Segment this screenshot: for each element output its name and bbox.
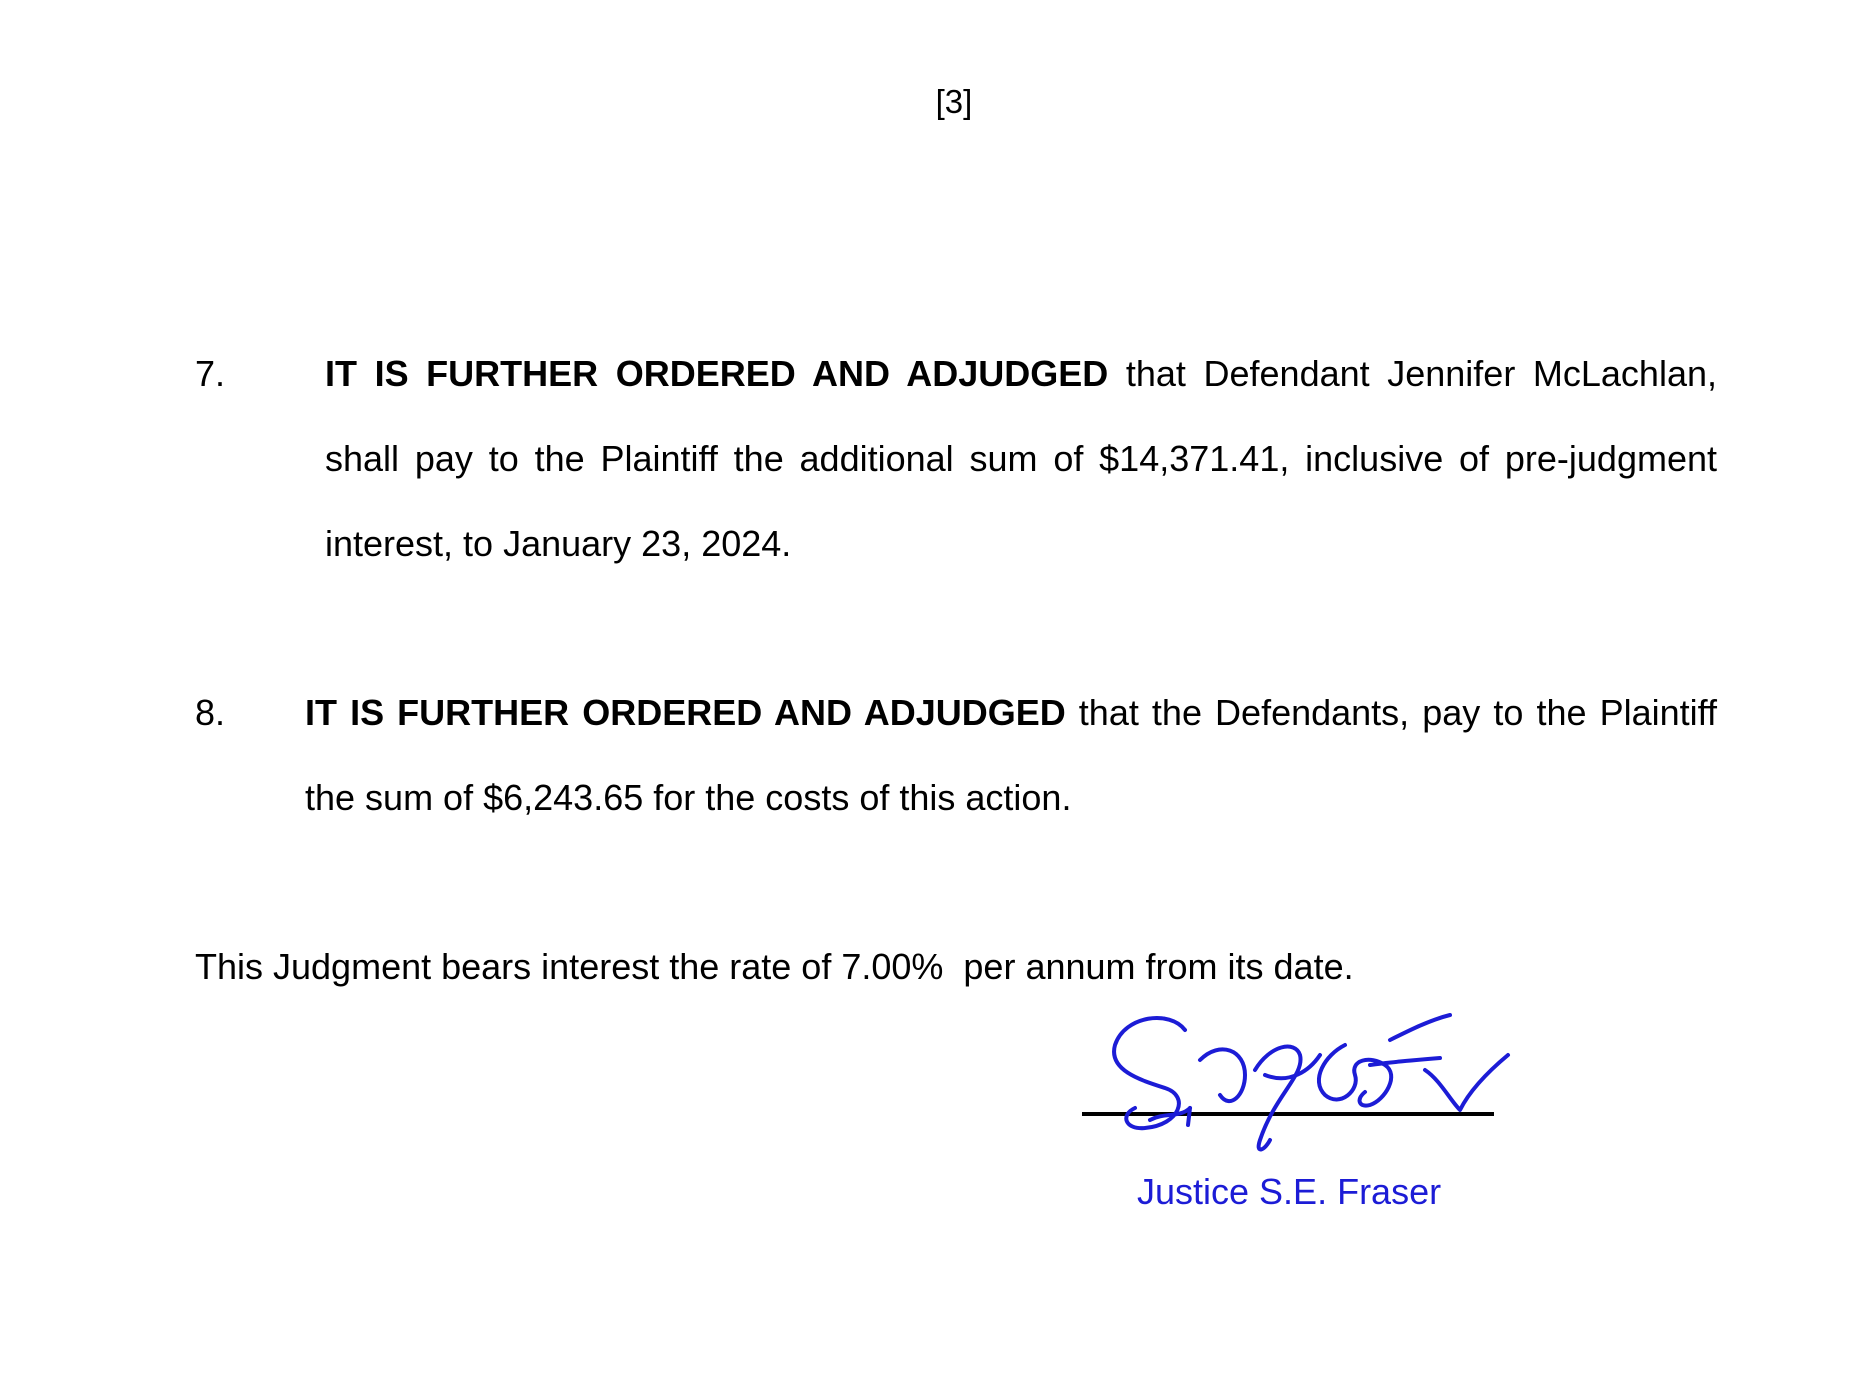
paragraph-7 (195, 331, 1717, 591)
paragraph-body (325, 331, 1717, 586)
paragraph-body (305, 670, 1717, 840)
paragraph-line: the sum of $6,243.65 for the costs of this action. (305, 777, 1072, 818)
paragraph-number: 7. (195, 353, 226, 394)
order-text: that the Defendants, pay to the Plaintiff (1065, 692, 1717, 733)
paragraph-number: 8. (195, 692, 226, 733)
paragraph-line: shall pay to the Plaintiff the additional sum of $14,371.41, inclusive of pre-judgment (325, 438, 1717, 479)
order-lead-text: IT IS FURTHER ORDERED AND ADJUDGED (325, 353, 1109, 394)
order-text: that Defendant Jennifer McLachlan, (1108, 353, 1717, 394)
paragraph-8 (195, 670, 1717, 850)
handwritten-signature (1070, 1000, 1530, 1160)
order-lead-text: IT IS FURTHER ORDERED AND ADJUDGED (305, 692, 1066, 733)
signature-block (1070, 1000, 1570, 1230)
interest-statement: This Judgment bears interest the rate of 7.00% per annum from its date. (195, 946, 1354, 987)
paragraph-line: interest, to January 23, 2024. (325, 523, 792, 564)
paragraph-line (325, 331, 1717, 416)
paragraph-line (305, 670, 1717, 755)
signer-name: Justice S.E. Fraser (1137, 1171, 1442, 1212)
page-number: [3] (935, 83, 973, 120)
